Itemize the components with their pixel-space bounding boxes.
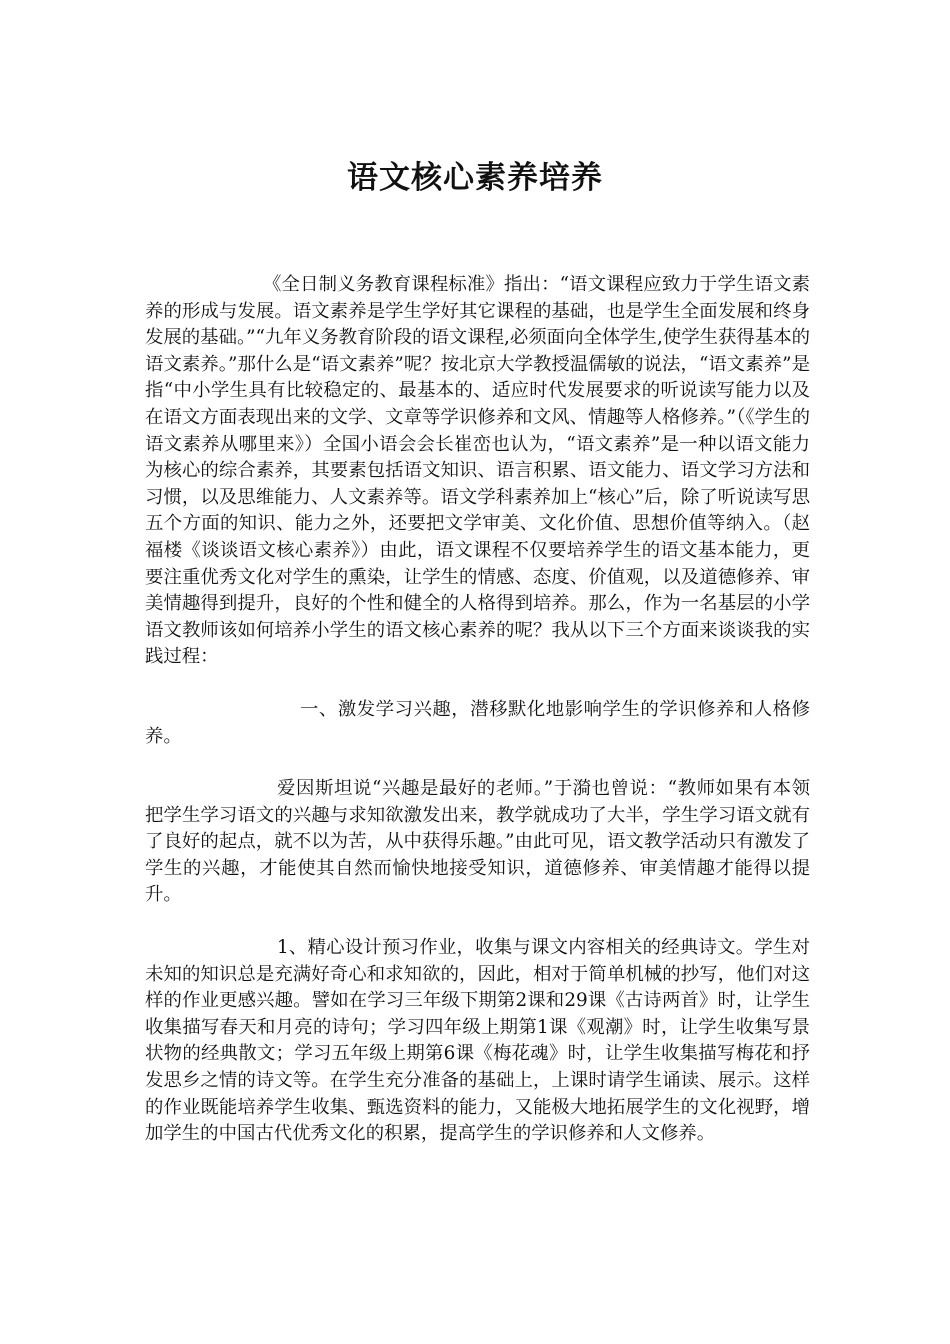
intro-paragraph: 《全日制义务教育课程标准》指出：“语文课程应致力于学生语文素养的形成与发展。语文素养是学生学好其它课程的基础，也是学生全面发展和终身发展的基础。”“九年义务教育阶段的语文课程,必须面向全体学生,使学生获得基本的语文素养。”那什么是“语文素养”呢？按北京大学教授温儒敏的说法，“语文素养”是指“中小学生具有比较稳定的、最基本的、适应时代发展要求的听说读写能力以及在语文方面表现出来的文学、文章等学识修养和文风、情趣等人格修养。”（《学生的语文素养从哪里来》）全国小语会会长崔峦也认为，“语文素养”是一种以语文能力为核心的综合素养，其要素包括语文知识、语言积累、语文能力、语文学习方法和习惯，以及思维能力、人文素养等。语文学科素养加上“核心”后，除了听说读写思五个方面的知识、能力之外，还要把文学审美、文化价值、思想价值等纳入。（赵福楼《谈谈语文核心素养》）由此，语文课程不仅要培养学生的语文基本能力，更要注重优秀文化对学生的熏染，让学生的情感、态度、价值观，以及道德修养、审美情趣得到提升，良好的个性和健全的人格得到培养。那么，作为一名基层的小学语文教师该如何培养小学生的语文核心素养的呢？我从以下三个方面来谈谈我的实践过程：: [145, 274, 810, 668]
document-body: [145, 272, 810, 1174]
section-heading-1: 一、激发学习兴趣，潜移默化地影响学生的学识修养和人格修养。: [145, 698, 810, 747]
document-title: 语文核心素养培养: [347, 160, 603, 196]
body-paragraph: 1、精心设计预习作业，收集与课文内容相关的经典诗文。学生对未知的知识总是充满好奇心和求知欲的，因此，相对于简单机械的抄写，他们对这样的作业更感兴趣。譬如在学习三年级下期第2课和29课《古诗两首》时，让学生收集描写春天和月亮的诗句；学习四年级上期第1课《观潮》时，让学生收集写景状物的经典散文；学习五年级上期第6课《梅花魂》时，让学生收集描写梅花和抒发思乡之情的诗文等。在学生充分准备的基础上，上课时请学生诵读、展示。这样的作业既能培养学生收集、甄选资料的能力，又能极大地拓展学生的文化视野，增加学生的中国古代优秀文化的积累，提高学生的学识修养和人文修养。: [145, 937, 810, 1145]
body-paragraph: 爱因斯坦说“兴趣是最好的老师。”于漪也曾说：“教师如果有本领把学生学习语文的兴趣与求知欲激发出来，教学就成功了大半，学生学习语文就有了良好的起点，就不以为苦，从中获得乐趣。”由此可见，语文教学活动只有激发了学生的兴趣，才能使其自然而愉快地接受知识，道德修养、审美情趣才能得以提升。: [145, 778, 810, 906]
